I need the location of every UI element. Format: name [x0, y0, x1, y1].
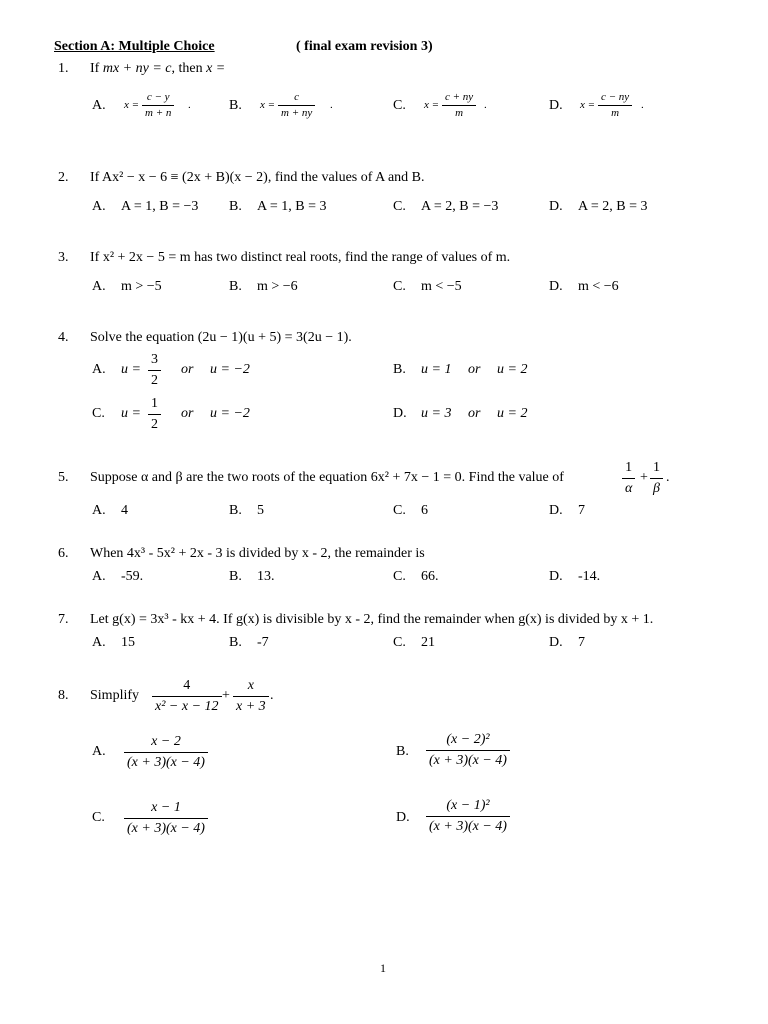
q6-option-b-text: 13. [257, 569, 275, 584]
q6-option-a-text: -59. [121, 569, 144, 584]
q2-stem: If Ax² − x − 6 ≡ (2x + B)(x − 2), find the values of A and B. [90, 170, 425, 185]
q4-option-a-fraction: 3 2 [148, 353, 161, 388]
q6-option-c-label: C. [393, 569, 406, 584]
q8-option-b-fraction: (x − 2)² (x + 3)(x − 4) [426, 733, 510, 768]
q5-dot: . [666, 470, 670, 485]
q7-stem: Let g(x) = 3x³ - kx + 4. If g(x) is divisible by x - 2, find the remainder when g(x) is divided by x + 1. [90, 612, 654, 627]
q8-dot: . [270, 688, 274, 703]
page-number: 1 [380, 961, 386, 975]
q4-option-a-rhs: u = −2 [210, 362, 250, 377]
q1-option-c-dot: . [484, 99, 487, 111]
q1-number: 1. [58, 61, 69, 76]
q1-option-a-fraction: c − y m + n [142, 92, 174, 119]
q6-option-a-label: A. [92, 569, 106, 584]
q5-option-a-text: 4 [121, 503, 128, 518]
q5-option-b-label: B. [229, 503, 242, 518]
q8-option-c-label: C. [92, 810, 105, 825]
q2-option-d-text: A = 2, B = 3 [578, 199, 648, 214]
q5-plus: + [640, 470, 648, 485]
q8-stem: Simplify [90, 688, 140, 703]
q8-option-d-fraction: (x − 1)² (x + 3)(x − 4) [426, 799, 510, 834]
q7-option-b-text: -7 [257, 635, 269, 650]
q1-option-b-dot: . [330, 99, 333, 111]
q8-option-b-label: B. [396, 744, 409, 759]
q3-option-b-text: m > −6 [257, 279, 298, 294]
q8-fraction-2: x x + 3 [233, 679, 269, 714]
q2-option-c-text: A = 2, B = −3 [421, 199, 499, 214]
q3-option-a-text: m > −5 [121, 279, 162, 294]
q7-option-c-label: C. [393, 635, 406, 650]
q8-plus: + [222, 688, 230, 703]
q4-option-c-rhs: u = −2 [210, 406, 250, 421]
q8-option-c-fraction: x − 1 (x + 3)(x − 4) [124, 801, 208, 836]
q7-option-a-label: A. [92, 635, 106, 650]
q4-option-d-label: D. [393, 406, 407, 421]
q2-option-b-label: B. [229, 199, 242, 214]
q5-stem: Suppose α and β are the two roots of the equation 6x² + 7x − 1 = 0. Find the value of [90, 470, 564, 485]
q6-option-d-text: -14. [578, 569, 601, 584]
q1-option-b-fraction: c m + ny [278, 92, 315, 119]
q8-option-a-label: A. [92, 744, 106, 759]
q1-option-d-lhs: x = [580, 99, 596, 111]
q6-stem: When 4x³ - 5x² + 2x - 3 is divided by x - 2, the remainder is [90, 546, 425, 561]
q4-option-c-label: C. [92, 406, 105, 421]
q7-option-d-label: D. [549, 635, 563, 650]
q1-option-a-dot: . [188, 99, 191, 111]
q7-number: 7. [58, 612, 69, 627]
q5-option-c-text: 6 [421, 503, 428, 518]
q4-option-a-or: or [181, 362, 194, 377]
q8-fraction-1: 4 x² − x − 12 [152, 679, 222, 714]
q1-option-a-lhs: x = [124, 99, 140, 111]
q4-option-c-fraction: 1 2 [148, 397, 161, 432]
q7-option-d-text: 7 [578, 635, 585, 650]
q3-option-a-label: A. [92, 279, 106, 294]
q6-option-d-label: D. [549, 569, 563, 584]
q1-option-b-lhs: x = [260, 99, 276, 111]
q7-option-c-text: 21 [421, 635, 435, 650]
q5-option-c-label: C. [393, 503, 406, 518]
q5-option-d-label: D. [549, 503, 563, 518]
q1-option-a-label: A. [92, 98, 106, 113]
q3-option-d-label: D. [549, 279, 563, 294]
q5-option-a-label: A. [92, 503, 106, 518]
q8-option-d-label: D. [396, 810, 410, 825]
q8-number: 8. [58, 688, 69, 703]
q1-option-d-fraction: c − ny m [598, 92, 632, 119]
q2-option-c-label: C. [393, 199, 406, 214]
q4-option-c-or: or [181, 406, 194, 421]
q5-fraction-alpha: 1 α [622, 461, 635, 496]
q2-option-a-text: A = 1, B = −3 [121, 199, 199, 214]
q3-number: 3. [58, 250, 69, 265]
q4-option-b-label: B. [393, 362, 406, 377]
q5-option-b-text: 5 [257, 503, 264, 518]
q7-option-b-label: B. [229, 635, 242, 650]
q1-stem: If mx + ny = c, then x = [90, 61, 226, 76]
q4-option-d-lhs: u = 3 [421, 406, 452, 421]
q2-option-d-label: D. [549, 199, 563, 214]
q6-option-b-label: B. [229, 569, 242, 584]
q3-option-b-label: B. [229, 279, 242, 294]
q4-option-a-lhs: u = [121, 362, 141, 377]
q4-option-d-or: or [468, 406, 481, 421]
q2-option-a-label: A. [92, 199, 106, 214]
q1-option-c-fraction: c + ny m [442, 92, 476, 119]
q7-option-a-text: 15 [121, 635, 135, 650]
q4-option-d-rhs: u = 2 [497, 406, 528, 421]
section-title: Section A: Multiple Choice [54, 39, 215, 54]
q6-number: 6. [58, 546, 69, 561]
q3-option-c-text: m < −5 [421, 279, 462, 294]
q4-option-a-label: A. [92, 362, 106, 377]
q3-option-d-text: m < −6 [578, 279, 619, 294]
q4-number: 4. [58, 330, 69, 345]
q4-option-b-lhs: u = 1 [421, 362, 452, 377]
exam-subtitle: ( final exam revision 3) [296, 39, 433, 54]
q6-option-c-text: 66. [421, 569, 439, 584]
q5-fraction-beta: 1 β [650, 461, 663, 496]
q4-option-b-rhs: u = 2 [497, 362, 528, 377]
q4-stem: Solve the equation (2u − 1)(u + 5) = 3(2u − 1). [90, 330, 352, 345]
q1-option-c-lhs: x = [424, 99, 440, 111]
q2-number: 2. [58, 170, 69, 185]
q1-option-c-label: C. [393, 98, 406, 113]
q3-option-c-label: C. [393, 279, 406, 294]
q5-option-d-text: 7 [578, 503, 585, 518]
q8-option-a-fraction: x − 2 (x + 3)(x − 4) [124, 735, 208, 770]
q2-option-b-text: A = 1, B = 3 [257, 199, 327, 214]
q4-option-b-or: or [468, 362, 481, 377]
q1-option-d-label: D. [549, 98, 563, 113]
q4-option-c-lhs: u = [121, 406, 141, 421]
q5-number: 5. [58, 470, 69, 485]
q1-option-b-label: B. [229, 98, 242, 113]
q3-stem: If x² + 2x − 5 = m has two distinct real roots, find the range of values of m. [90, 250, 511, 265]
q1-option-d-dot: . [641, 99, 644, 111]
